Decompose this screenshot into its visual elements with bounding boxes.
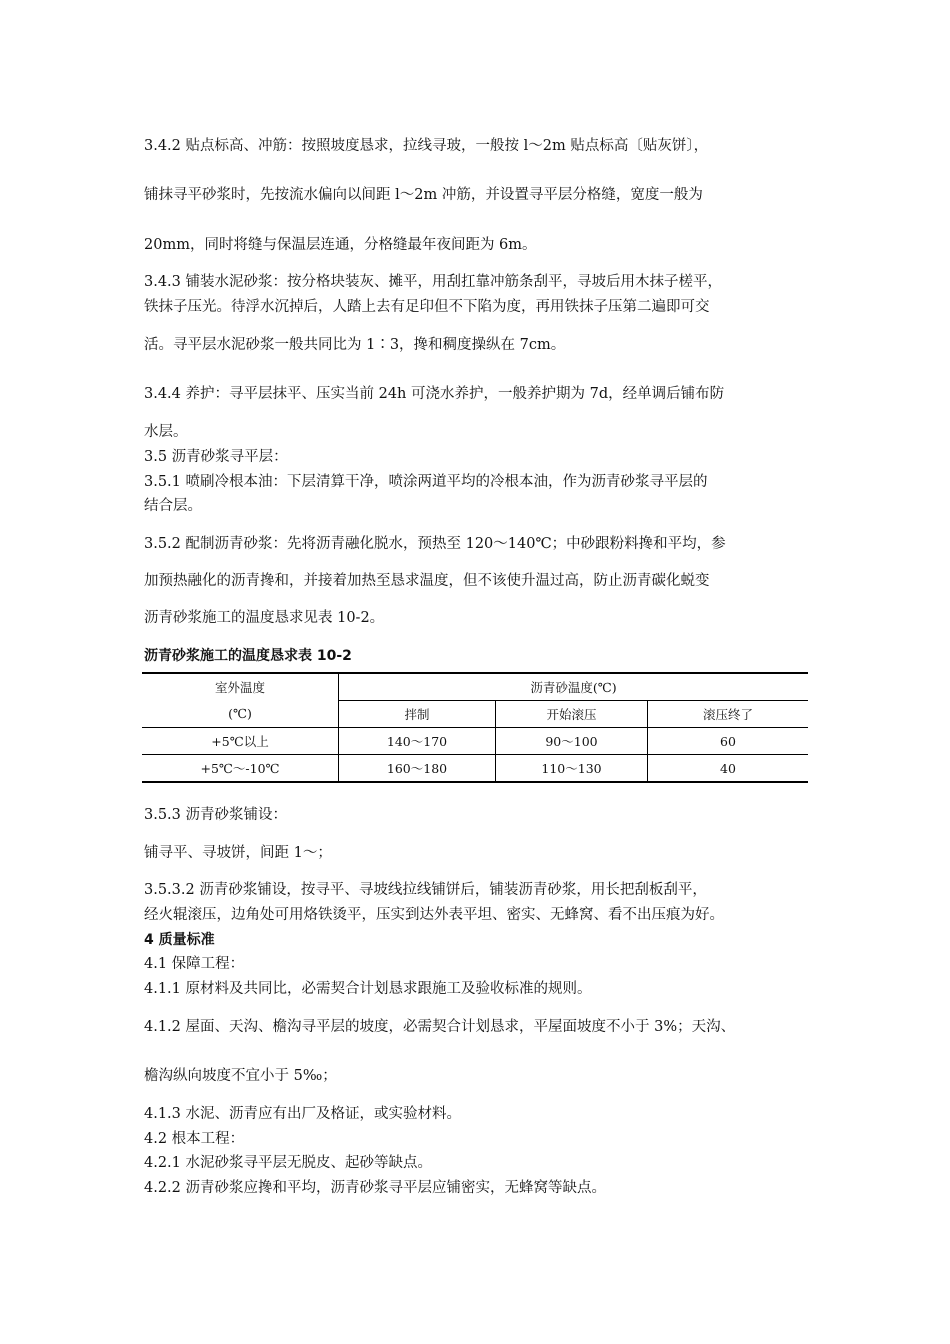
paragraph-line: 铁抹子压光。待浮水沉掉后，人踏上去有足印但不下陷为度，再用铁抹子压第二遍即可交	[144, 299, 710, 315]
paragraph-line: 3.4.3 铺装水泥砂浆：按分格块装灰、摊平，用刮扛靠冲筋条刮平，寻坡后用木抹子槎平，	[144, 274, 722, 290]
table-cell: 60	[648, 728, 809, 755]
paragraph-line: 3.4.4 养护：寻平层抹平、压实当前 24h 可浇水养护，一般养护期为 7d，经单调后铺布防	[144, 386, 725, 402]
table-header-group: 沥青砂温度(℃)	[339, 673, 809, 701]
temperature-table	[142, 672, 808, 783]
table-row	[142, 728, 808, 755]
paragraph-line: 3.5.3.2 沥青砂浆铺设，按寻平、寻坡线拉线铺饼后，铺装沥青砂浆，用长把刮板刮平，	[144, 882, 707, 898]
paragraph-line: 4.1.1 原材料及共同比，必需契合计划恳求跟施工及验收标准的规则。	[144, 981, 592, 997]
section-heading: 4.1 保障工程：	[144, 956, 245, 972]
paragraph-line: 3.4.2 贴点标高、冲筋：按照坡度恳求，拉线寻玻，一般按 l～2m 贴点标高〔贴灰饼〕，	[144, 138, 709, 154]
paragraph-line: 4.2.1 水泥砂浆寻平层无脱皮、起砂等缺点。	[144, 1155, 433, 1171]
paragraph-line: 沥青砂浆施工的温度恳求见表 10-2。	[144, 610, 385, 626]
section-heading: 3.5.3 沥青砂浆铺设：	[144, 807, 288, 823]
section-heading: 4 质量标准	[144, 932, 215, 948]
table-header-cell: 室外温度	[142, 673, 339, 701]
paragraph-line: 4.2.2 沥青砂浆应搀和平均，沥青砂浆寻平层应铺密实，无蜂窝等缺点。	[144, 1180, 607, 1196]
paragraph-line: 水层。	[144, 424, 188, 440]
paragraph-line: 檐沟纵向坡度不宜小于 5‰；	[144, 1068, 337, 1084]
table-caption: 沥青砂浆施工的温度恳求表 10-2	[144, 648, 352, 664]
section-heading: 3.5 沥青砂浆寻平层：	[144, 449, 288, 465]
table-row	[142, 755, 808, 783]
table-cell: 110～130	[496, 755, 648, 783]
paragraph-line: 经火辊滚压，边角处可用烙铁烫平，压实到达外表平坦、密实、无蜂窝、看不出压痕为好。	[144, 907, 724, 923]
table-header-cell: (℃)	[228, 706, 252, 722]
table-cell: 90～100	[496, 728, 648, 755]
paragraph-line: 铺抹寻平砂浆时，先按流水偏向以间距 l～2m 冲筋，并设置寻平层分格缝，宽度一般为	[144, 187, 703, 203]
paragraph-line: 活。寻平层水泥砂浆一般共同比为 1∶3，搀和稠度操纵在 7cm。	[144, 337, 566, 353]
section-heading: 4.2 根本工程：	[144, 1131, 245, 1147]
paragraph-line: 结合层。	[144, 498, 202, 514]
table-cell: 40	[648, 755, 809, 783]
table-header-cell: 开始滚压	[496, 701, 648, 728]
paragraph-line: 3.5.1 喷刷冷根本油：下层清算干净，喷涂两道平均的冷根本油，作为沥青砂浆寻平层的	[144, 474, 708, 490]
table-header-cell: 拌制	[339, 701, 496, 728]
table-cell: +5℃以上	[142, 728, 339, 755]
table-header-cell: 滚压终了	[648, 701, 809, 728]
paragraph-line: 4.1.3 水泥、沥青应有出厂及格证，或实验材料。	[144, 1106, 462, 1122]
paragraph-line: 加预热融化的沥青搀和，并接着加热至恳求温度，但不该使升温过高，防止沥青碳化蜕变	[144, 573, 710, 589]
paragraph-line: 4.1.2 屋面、天沟、檐沟寻平层的坡度，必需契合计划恳求，平屋面坡度不小于 3%；天沟、	[144, 1019, 736, 1035]
paragraph-line: 3.5.2 配制沥青砂浆：先将沥青融化脱水，预热至 120～140℃；中砂跟粉料搀和平均，参	[144, 536, 726, 552]
paragraph-line: 20mm，同时将缝与保温层连通，分格缝最年夜间距为 6m。	[144, 237, 537, 253]
table-cell: +5℃～-10℃	[142, 755, 339, 783]
paragraph-line: 铺寻平、寻坡饼，间距 1～；	[144, 845, 332, 861]
table-cell: 160～180	[339, 755, 496, 783]
table-cell: 140～170	[339, 728, 496, 755]
